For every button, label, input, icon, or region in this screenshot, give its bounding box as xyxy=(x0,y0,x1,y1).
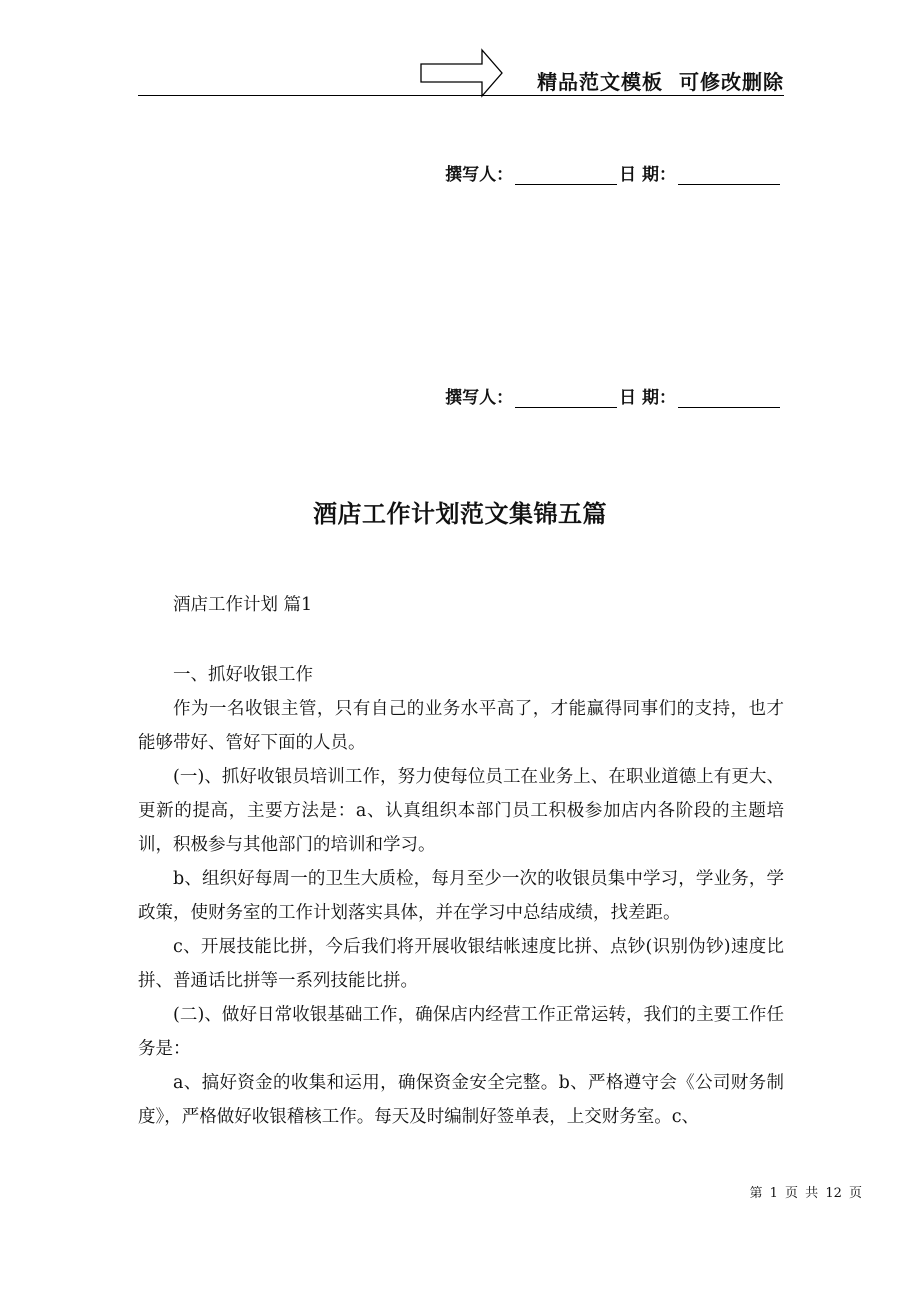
body-paragraph: c、开展技能比拼，今后我们将开展收银结帐速度比拼、点钞(识别伪钞)速度比拼、普通话比拼等一系列技能比拼。 xyxy=(138,937,784,991)
body-paragraph: (二)、做好日常收银基础工作，确保店内经营工作正常运转，我们的主要工作任务是： xyxy=(138,1005,784,1059)
signature-row-1 xyxy=(445,160,782,185)
section-heading: 酒店工作计划 篇1 xyxy=(173,595,313,615)
document-body xyxy=(138,588,784,1134)
date-blank-field[interactable] xyxy=(678,166,780,185)
author-label: 撰写人： xyxy=(445,388,514,408)
body-paragraph: a、搞好资金的收集和运用，确保资金安全完整。b、严格遵守会《公司财务制度》，严格做好收银稽核工作。每天及时编制好签单表，上交财务室。c、 xyxy=(138,1073,784,1127)
body-paragraph: 作为一名收银主管，只有自己的业务水平高了，才能赢得同事们的支持，也才能够带好、管好下面的人员。 xyxy=(138,699,784,753)
author-blank-field[interactable] xyxy=(515,389,617,408)
author-blank-field[interactable] xyxy=(515,166,617,185)
body-paragraph: b、组织好每周一的卫生大质检，每月至少一次的收银员集中学习，学业务，学政策，使财务室的工作计划落实具体，并在学习中总结成绩，找差距。 xyxy=(138,869,784,923)
author-label: 撰写人： xyxy=(445,165,514,185)
date-label: 日 期： xyxy=(619,388,676,408)
header-divider xyxy=(138,95,784,96)
right-arrow-outline-icon xyxy=(420,48,504,98)
date-blank-field[interactable] xyxy=(678,389,780,408)
signature-row-2 xyxy=(445,383,782,408)
header-banner-text: 精品范文模板 可修改删除 xyxy=(537,70,784,94)
page-header xyxy=(138,48,784,98)
body-paragraph: (一)、抓好收银员培训工作，努力使每位员工在业务上、在职业道德上有更大、更新的提高，主要方法是：a、认真组织本部门员工积极参加店内各阶段的主题培训，积极参与其他部门的培训和学习。 xyxy=(138,767,784,855)
page-number: 第 1 页 共 12 页 xyxy=(749,1186,862,1201)
document-title: 酒店工作计划范文集锦五篇 xyxy=(313,500,607,528)
body-paragraph: 一、抓好收银工作 xyxy=(173,665,313,685)
date-label: 日 期： xyxy=(619,165,676,185)
